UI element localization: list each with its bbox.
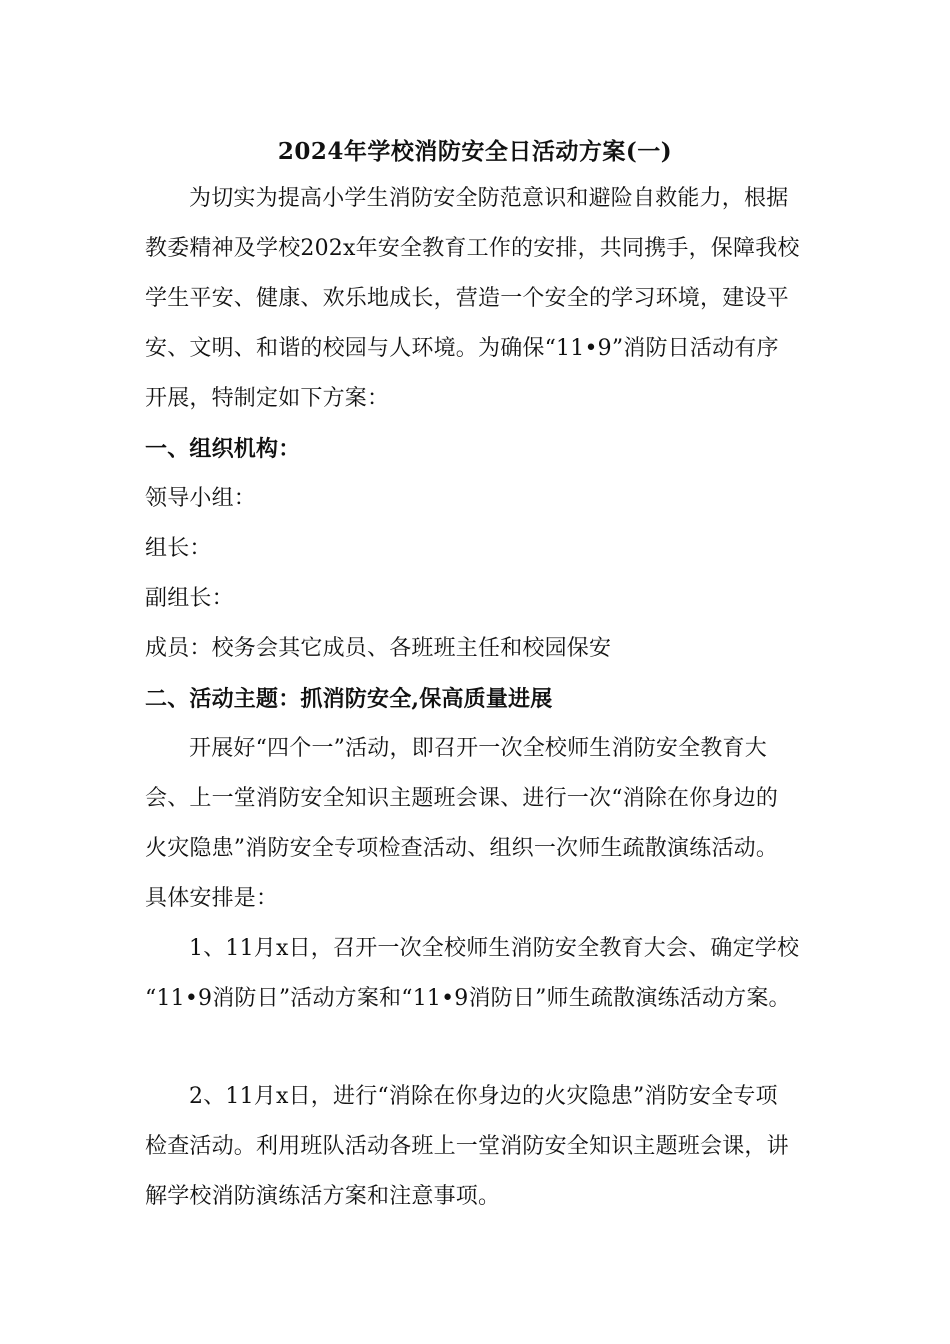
deputy-leader-label: 副组长： [145,586,234,611]
document-title: 2024年学校消防安全日活动方案(一) [277,138,673,165]
intro-line-1: 为切实为提高小学生消防安全防范意识和避险自救能力，根据 [189,186,789,211]
intro-line-3: 学生平安、健康、欢乐地成长，营造一个安全的学习环境，建设平 [145,286,789,311]
item-2-line-3: 解学校消防演练活方案和注意事项。 [145,1184,501,1209]
intro-line-5: 开展，特制定如下方案： [145,386,390,411]
section-heading-theme: 二、活动主题：抓消防安全,保高质量进展 [145,686,553,712]
members-line: 成员：校务会其它成员、各班班主任和校园保安 [145,636,612,661]
theme-paragraph-line-1: 开展好“四个一”活动，即召开一次全校师生消防安全教育大 [189,736,767,761]
theme-paragraph-line-3: 火灾隐患”消防安全专项检查活动、组织一次师生疏散演练活动。 [145,836,779,861]
theme-paragraph-line-4: 具体安排是： [145,886,279,911]
item-2-line-1: 2、11月x日，进行“消除在你身边的火灾隐患”消防安全专项 [189,1084,778,1109]
theme-paragraph-line-2: 会、上一堂消防安全知识主题班会课、进行一次“消除在你身边的 [145,786,779,811]
leadership-group-label: 领导小组： [145,486,257,511]
section-heading-organization: 一、组织机构： [145,436,301,462]
item-1-line-1: 1、11月x日，召开一次全校师生消防安全教育大会、确定学校 [189,936,800,961]
intro-line-2: 教委精神及学校202x年安全教育工作的安排，共同携手，保障我校 [145,236,800,261]
item-2-line-2: 检查活动。利用班队活动各班上一堂消防安全知识主题班会课，讲 [145,1134,789,1159]
item-1-line-2: “11•9消防日”活动方案和“11•9消防日”师生疏散演练活动方案。 [145,986,791,1011]
intro-line-4: 安、文明、和谐的校园与人环境。为确保“11•9”消防日活动有序 [145,336,779,361]
group-leader-label: 组长： [145,536,212,561]
